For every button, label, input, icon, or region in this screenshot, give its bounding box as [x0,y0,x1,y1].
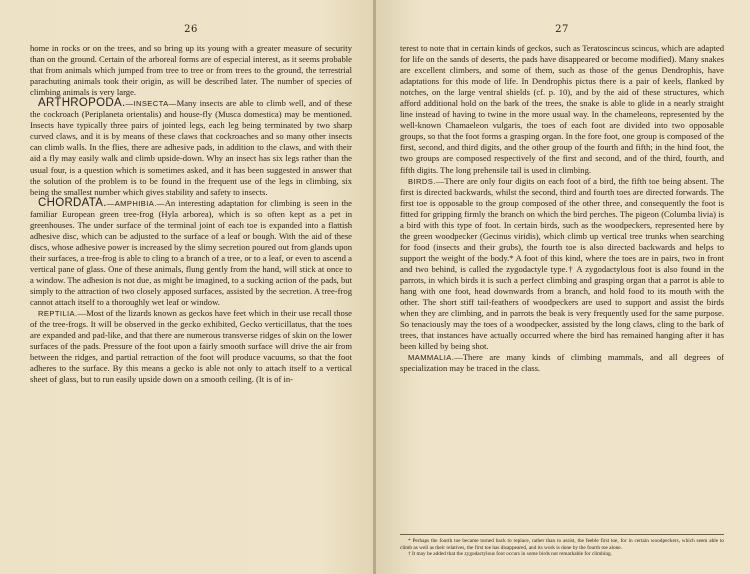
footnote-2: † It may be added that the zygodactylous foot occurs in some birds not remarkable for climbing. [408,551,613,558]
reptilia-paragraph [30,308,352,385]
chordata-paragraph [30,198,352,308]
left-page [0,0,374,574]
page-number-27: 27 [555,24,569,35]
mammalia-text: —There are many kinds of climbing mammals, and all degrees of specialization may be traced in the class. [400,352,724,374]
birds-paragraph [400,176,724,353]
right-paragraph-reptiles: terest to note that in certain kinds of geckos, such as Teratoscincus scincus, which are adapted for life on the sands of deserts, the pads have disappeared or become modified). Many snakes are excellent climbers, and some of them, such as those of the genus Dendrophis, have adaptations for this mode of life. In Dendrophis pictus there is a pair of keels, flanked by notches, on the large ventral shields (cf. p. 10), and by the aid of these structures, which afford additional hold on the bark of the trees, the snake is able to glide in a nearly straight line instead of having to twine in the more usual way. In the chameleons, represented by the well-known Chamaeleon vulgaris, the toes of each foot are divided into two opposable groups, so that the foot forms a grasping organ. In the fore foot, one group is composed of the first, second, and third digits, and the other group of the fourth and fifth; in the hind foot, the two groups are composed respectively of the first and second, and of the third, fourth, and fifth digits. The long prehensile tail is used in climbing. [400,43,724,175]
arthropoda-text: Many insects are able to climb well, and of these the cockroach (Periplaneta orientalis) and house-fly (Musca domestica) may be mentioned. Insects have typically three pairs of jointed legs, each leg being terminated by two sharp curved claws, and it is by means of these claws that cockroaches and so many other insects can climb walls. In the flies, there are adhesive pads, in addition to the claws, and with their aid a fly may easily walk and climb upside-down. Why an insect has six legs rather than the usual four, is a question which is sometimes asked, and it has been suggested in answer that the solution of the problem is to be found in the frequent use of the legs in climbing, six being the smallest number which gives stability and safety to insects. [30,98,352,197]
reptilia-text: —Most of the lizards known as geckos have feet which in their use recall those of the tree-frogs. It will be observed in the gecko exhibited, Gecko verticillatus, that the toes are expanded and pad-like, and that there are numerous transverse ridges of skin on the lower surfaces of the pads. Pressure of the foot upon a fairly smooth surface will drive the air from between the ridges, and partial retraction of the foot will produce vacuums, so that the foot adheres to the surface. By this means a gecko is able not only to attach itself to a vertical sheet of glass, but to run easily upside down on a smooth ceiling. (It is of in- [30,308,352,385]
left-paragraph-intro: home in rocks or on the trees, and so bring up its young with a greater measure of security than on the ground. Certain of the arboreal forms are of especial interest, as it seems probable that from animals which jumped from tree to tree or from trees to the ground, the terrestrial parachuting animals took their origin, as will be described later. The number of species of climbing animals is very large. [30,43,352,98]
chordata-heading: CHORDATA. [38,196,107,209]
reptilia-heading: REPTILIA. [38,309,78,319]
birds-heading: BIRDS. [408,176,436,186]
amphibia-subheading: —AMPHIBIA.— [106,198,165,208]
footnote-1: * Perhaps the fourth toe became turned back to replace, rather than to assist, the feeble first toe, for in certain woodpeckers, which seem able to climb as well as their relatives, the first toe has disappeared, and its work is done by the fourth toe alone. [400,538,724,551]
page-number-26: 26 [184,24,198,35]
mammalia-heading: MAMMALIA. [408,353,455,363]
birds-text: —There are only four digits on each foot of a bird, the fifth toe being absent. The first is directed backwards, whilst the second, third and fourth toes are directed forwards. The first toe is opposable to the group composed of the other three, and consequently the foot is fitted for gripping firmly the branch on which the bird perches. The pigeon (Columba livia) is a bird with this type of foot. In certain birds, such as the woodpeckers, represented here by the green woodpecker (Gecinus viridis), which climb up vertical tree trunks when searching for food (insects and their grubs), the fourth toe is also directed backwards and helps to support the weight of the body.* A foot of this kind, where the toes are in pairs, two in front and two behind, is called the zygodactyle type.† A zygodactylous foot is also found in the parrots, in which birds it is such a perfect climbing and grasping organ that a parrot is able to hang with one foot, head downwards from a branch, and hold food to its mouth with the other. The short stiff tail-feathers of woodpeckers are used to support and assist the birds when they are climbing, and in parrots the beak is very frequently used for the same purpose. So tenaciously may the toes of a woodpecker, assisted by the long claws, cling to the bark of trees, that instances have actually occurred where the bird has remained hanging after it has been killed by being shot. [400,175,724,352]
chordata-text: An interesting adaptation for climbing is seen in the familiar European green tree-frog (Hyla arborea), which is so often kept as a pet in greenhouses. The under surface of the terminal joint of each toe is expanded into a flattish adhesive disc, which can be adjusted to the surface of a leaf or bough. With the aid of these discs, whose adhesive power is increased by the slimy secretion poured out from glands upon their surfaces, a tree-frog is able to cling to a branch of a tree, or to a leaf, or even to ascend a vertical pane of glass. One of these animals, flung gently from the hand, will stick at once to a window. The adhesion is not due, as might be imagined, to a sucking action of the pads, but simply to the attraction of two closely apposed surfaces, assisted by the secretion. A tree-frog cannot attach itself to a thoroughly wet leaf or window. [30,197,352,308]
footnotes [400,534,724,558]
right-page [376,0,750,574]
insecta-subheading: —INSECTA— [125,99,177,109]
mammalia-paragraph [400,352,724,374]
arthropoda-heading: ARTHROPODA. [38,97,126,110]
arthropoda-paragraph [30,98,352,197]
